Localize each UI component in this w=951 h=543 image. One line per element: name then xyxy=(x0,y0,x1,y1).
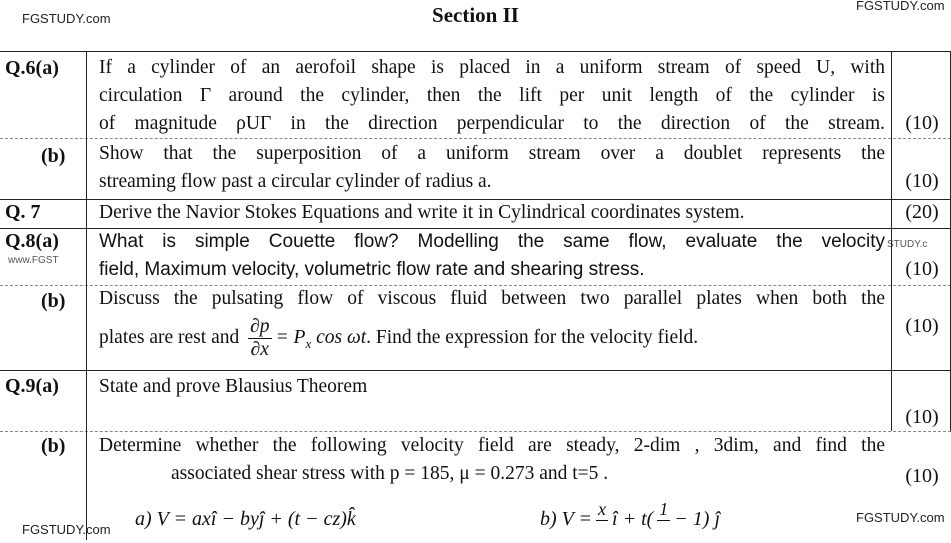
column-divider-right xyxy=(891,51,892,431)
question-number: Q.8(a) xyxy=(5,230,59,252)
question-text: Determine whether the following velocity field are steady, 2-dim , 3dim, and find the associated shear stress with p = 185, μ = 0.273 and t=5 . xyxy=(99,435,885,484)
question-number: Q.6(a) xyxy=(5,57,59,79)
question-text: What is simple Couette flow? Modelling the same flow, evaluate the velocity field, Maximum velocity, volumetric flow rate and shearing stress. xyxy=(99,231,885,280)
marks-label: (10) xyxy=(905,465,939,487)
velocity-field-b: b) V = x î + t( 1 − 1) ĵ xyxy=(540,499,721,531)
row-divider xyxy=(0,370,951,371)
question-text: State and prove Blausius Theorem xyxy=(99,376,368,397)
question-number: (b) xyxy=(41,145,66,167)
watermark-bottom-right: FGSTUDY.com xyxy=(856,510,945,525)
section-title: Section II xyxy=(432,3,519,27)
marks-label: (10) xyxy=(905,258,939,280)
marks-label: (10) xyxy=(905,406,939,428)
table-border-top xyxy=(0,51,951,52)
marks-label: (10) xyxy=(905,112,939,134)
partial-derivative-fraction: $\frac{\partial p}{\partial x}$ xyxy=(250,316,270,361)
question-number: (b) xyxy=(41,290,66,312)
question-number: Q.9(a) xyxy=(5,375,59,397)
question-text: If a cylinder of an aerofoil shape is placed in a uniform stream of speed U, with circulation Γ around the cylinder, then the lift per unit length of the cylinder is of magnitude ρUΓ in the direction perpendicular to the direction of the stream. xyxy=(99,57,885,134)
watermark-top-right: FGSTUDY.com xyxy=(856,0,945,13)
marks-label: (20) xyxy=(905,201,939,223)
row-divider xyxy=(0,138,951,139)
column-divider-left xyxy=(86,51,87,540)
question-text: Discuss the pulsating flow of viscous fluid between two parallel plates when both the plates are rest and $\frac{\partial p}{\partial x}$ = $P_x$ cos ωt. Find the expression for the velocity field. xyxy=(99,288,885,361)
marks-label: (10) xyxy=(905,315,939,337)
watermark-mid-left: www.FGST xyxy=(8,255,59,266)
watermark-top-left: FGSTUDY.com xyxy=(22,11,111,26)
velocity-field-a: a) V = axî − byĵ + (t − cz)k̂ xyxy=(135,508,356,530)
question-number: (b) xyxy=(41,435,66,457)
question-number: Q. 7 xyxy=(5,201,41,223)
watermark-bottom-left: FGSTUDY.com xyxy=(22,522,111,537)
question-text: Derive the Navior Stokes Equations and write it in Cylindrical coordinates system. xyxy=(99,202,745,223)
marks-label: (10) xyxy=(905,170,939,192)
question-text: Show that the superposition of a uniform stream over a doublet represents the streaming flow past a circular cylinder of radius a. xyxy=(99,143,885,192)
watermark-mid-right: STUDY.c xyxy=(887,239,928,250)
